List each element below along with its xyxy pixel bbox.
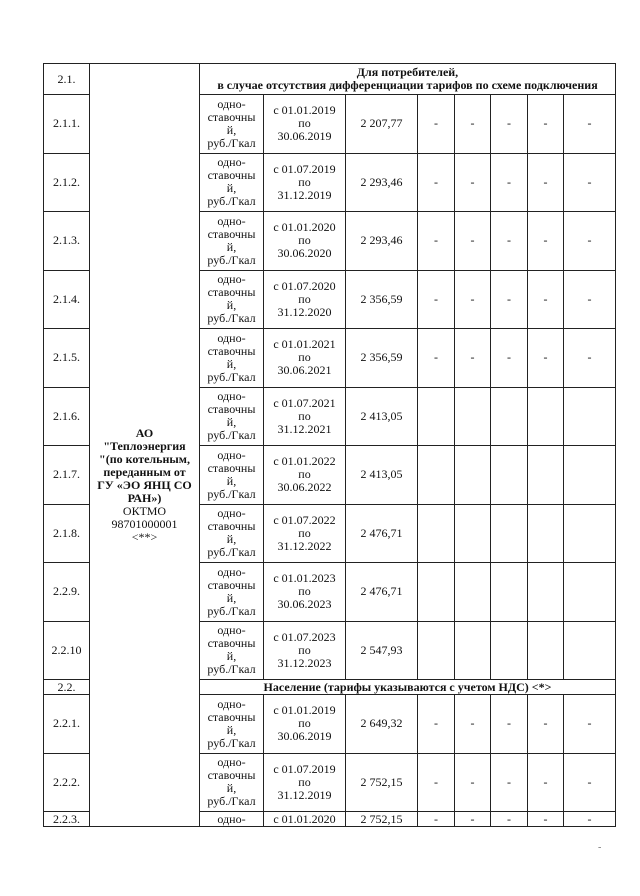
period-from: с 01.01.2019 [273, 103, 336, 118]
empty-cell: - [418, 753, 455, 812]
tariff-type-line: й, [226, 181, 237, 196]
empty-cell: - [564, 270, 616, 329]
period-from: с 01.01.2021 [273, 337, 336, 352]
tariff-type-line: одно- [217, 564, 246, 579]
row-number: 2.2.3. [44, 812, 90, 827]
section-title-line1: Для потребителей, [356, 65, 459, 79]
tariff-type-line: ставочны [207, 709, 256, 724]
period [264, 387, 346, 446]
tariff-type-line: руб./Гкал [207, 252, 256, 267]
empty-cell: - [528, 753, 564, 812]
tariff-type-line: ставочны [207, 402, 256, 417]
footer-mark: - [598, 842, 602, 853]
period-by: по [298, 116, 311, 131]
row-number: 2.1.3. [44, 212, 90, 271]
empty-cell: - [418, 329, 455, 388]
tariff-value: 2 649,32 [346, 695, 418, 754]
tariff-type-line: ставочны [207, 577, 256, 592]
period-by: по [298, 584, 311, 599]
empty-cell [564, 446, 616, 505]
period [264, 212, 346, 271]
period [264, 95, 346, 154]
organization-cell [90, 64, 200, 827]
empty-cell [455, 504, 491, 563]
empty-cell [455, 621, 491, 680]
period-to: 30.06.2021 [277, 363, 332, 378]
empty-cell: - [528, 95, 564, 154]
empty-cell: - [418, 153, 455, 212]
empty-cell [564, 563, 616, 622]
tariff-value: 2 476,71 [346, 504, 418, 563]
org-code-line: ОКТМО [122, 503, 167, 518]
org-name-line: АО [135, 425, 154, 440]
empty-cell: - [418, 212, 455, 271]
tariff-type-line: ставочны [207, 519, 256, 534]
empty-cell: - [455, 153, 491, 212]
empty-cell: - [564, 95, 616, 154]
period [264, 504, 346, 563]
tariff-type-line: й, [226, 781, 237, 796]
row-number: 2.1.4. [44, 270, 90, 329]
empty-cell: - [455, 95, 491, 154]
period-from: с 01.01.2020 [273, 220, 336, 235]
tariff-value: 2 207,77 [346, 95, 418, 154]
tariff-type-line: ставочны [207, 636, 256, 651]
period-by: по [298, 642, 311, 657]
period-to: 30.06.2020 [277, 246, 332, 261]
period-by: по [298, 716, 311, 731]
tariff-type-line: ставочны [207, 109, 256, 124]
org-name-line: ГУ «ЭО ЯНЦ СО [97, 477, 192, 492]
tariff-value: 2 752,15 [346, 753, 418, 812]
row-number: 2.2.9. [44, 563, 90, 622]
empty-cell: - [528, 270, 564, 329]
tariff-type-line: й, [226, 415, 237, 430]
section-title-line2: в случае отсутствия дифференциации тарифов по схеме подключения [217, 78, 598, 92]
empty-cell [455, 446, 491, 505]
empty-cell: - [564, 153, 616, 212]
tariff-type [200, 387, 264, 446]
empty-cell: - [491, 329, 528, 388]
period-by: по [298, 467, 311, 482]
row-number: 2.1.1. [44, 95, 90, 154]
period-to: 30.06.2022 [277, 480, 332, 495]
tariff-type-line: руб./Гкал [207, 486, 256, 501]
period [264, 153, 346, 212]
tariff-type-line: одно- [217, 696, 246, 711]
period-by: по [298, 408, 311, 423]
tariff-type [200, 563, 264, 622]
org-name-line: "Теплоэнергия [103, 438, 186, 453]
tariff-type [200, 695, 264, 754]
tariff-type-line: й, [226, 239, 237, 254]
tariff-type-line: руб./Гкал [207, 428, 256, 443]
empty-cell [564, 504, 616, 563]
empty-cell [491, 387, 528, 446]
empty-cell [491, 504, 528, 563]
section-header-row [44, 64, 616, 95]
tariff-value: 2 356,59 [346, 329, 418, 388]
empty-cell: - [491, 95, 528, 154]
period-by: по [298, 525, 311, 540]
tariff-type-line: руб./Гкал [207, 194, 256, 209]
period-by: по [298, 350, 311, 365]
tariff-type [200, 446, 264, 505]
period: с 01.01.2020 [264, 812, 346, 827]
tariff-type-line: ставочны [207, 460, 256, 475]
row-number: 2.1.7. [44, 446, 90, 505]
tariff-type-line: одно- [217, 447, 246, 462]
tariff-type-line: ставочны [207, 343, 256, 358]
period-from: с 01.07.2023 [273, 629, 336, 644]
empty-cell: - [564, 812, 616, 827]
empty-cell: - [491, 270, 528, 329]
empty-cell: - [418, 270, 455, 329]
empty-cell: - [491, 153, 528, 212]
period-by: по [298, 291, 311, 306]
empty-cell [455, 387, 491, 446]
tariff-type [200, 504, 264, 563]
empty-cell: - [528, 812, 564, 827]
tariff-type-line: одно- [217, 755, 246, 770]
row-number: 2.1.6. [44, 387, 90, 446]
tariff-table [43, 63, 616, 827]
empty-cell: - [564, 329, 616, 388]
tariff-type-line: одно- [217, 213, 246, 228]
row-number: 2.1.8. [44, 504, 90, 563]
tariff-type-line: одно- [217, 389, 246, 404]
row-number: 2.2.2. [44, 753, 90, 812]
period [264, 329, 346, 388]
tariff-type [200, 329, 264, 388]
period-by: по [298, 774, 311, 789]
empty-cell: - [455, 695, 491, 754]
tariff-value: 2 476,71 [346, 563, 418, 622]
org-name-line: РАН») [127, 490, 162, 505]
period-from: с 01.07.2021 [273, 395, 336, 410]
empty-cell [491, 621, 528, 680]
tariff-type [200, 95, 264, 154]
period-by: по [298, 174, 311, 189]
org-name-line: "(по котельным, [99, 451, 190, 466]
period [264, 621, 346, 680]
row-number: 2.1.2. [44, 153, 90, 212]
tariff-type-line: ставочны [207, 768, 256, 783]
period-to: 31.12.2021 [277, 421, 332, 436]
period-from: с 01.01.2022 [273, 454, 336, 469]
empty-cell: - [491, 695, 528, 754]
empty-cell: - [455, 812, 491, 827]
empty-cell: - [528, 212, 564, 271]
tariff-type-line: й, [226, 532, 237, 547]
section-title: Население (тарифы указываются с учетом НДС) <*> [200, 680, 616, 695]
row-number: 2.2.10 [44, 621, 90, 680]
period-from: с 01.07.2019 [273, 161, 336, 176]
empty-cell [455, 563, 491, 622]
empty-cell: - [564, 695, 616, 754]
empty-cell [528, 504, 564, 563]
tariff-type-line: руб./Гкал [207, 603, 256, 618]
empty-cell [528, 387, 564, 446]
period [264, 446, 346, 505]
tariff-value: 2 413,05 [346, 387, 418, 446]
empty-cell [528, 621, 564, 680]
tariff-type [200, 621, 264, 680]
tariff-type-line: руб./Гкал [207, 369, 256, 384]
tariff-value: 2 356,59 [346, 270, 418, 329]
empty-cell: - [491, 812, 528, 827]
tariff-value: 2 293,46 [346, 153, 418, 212]
empty-cell: - [455, 212, 491, 271]
period-to: 30.06.2019 [277, 729, 332, 744]
empty-cell: - [491, 212, 528, 271]
tariff-type-line: руб./Гкал [207, 662, 256, 677]
tariff-type-line: одно- [217, 623, 246, 638]
empty-cell [528, 563, 564, 622]
tariff-type-line: одно- [217, 506, 246, 521]
period [264, 753, 346, 812]
empty-cell: - [491, 753, 528, 812]
tariff-type [200, 153, 264, 212]
empty-cell [564, 621, 616, 680]
tariff-type-line: ставочны [207, 285, 256, 300]
empty-cell [418, 563, 455, 622]
tariff-type-line: й, [226, 473, 237, 488]
period-to: 31.12.2019 [277, 187, 332, 202]
period-from: с 01.07.2022 [273, 512, 336, 527]
period-from: с 01.07.2019 [273, 761, 336, 776]
tariff-type-line: одно- [217, 272, 246, 287]
section-title [200, 64, 616, 95]
empty-cell: - [564, 753, 616, 812]
tariff-type-line: одно- [217, 96, 246, 111]
tariff-type-line: й, [226, 356, 237, 371]
period [264, 563, 346, 622]
tariff-type: одно- [200, 812, 264, 827]
tariff-type [200, 753, 264, 812]
tariff-type-line: й, [226, 298, 237, 313]
period-to: 30.06.2019 [277, 129, 332, 144]
period-to: 31.12.2020 [277, 304, 332, 319]
tariff-type-line: руб./Гкал [207, 735, 256, 750]
empty-cell: - [455, 329, 491, 388]
row-number: 2.2.1. [44, 695, 90, 754]
tariff-type-line: руб./Гкал [207, 135, 256, 150]
empty-cell [418, 387, 455, 446]
tariff-type-line: й, [226, 590, 237, 605]
empty-cell: - [455, 270, 491, 329]
empty-cell [528, 446, 564, 505]
org-name-line: переданным от [103, 464, 186, 479]
tariff-type-line: й, [226, 122, 237, 137]
empty-cell: - [528, 153, 564, 212]
row-number: 2.1.5. [44, 329, 90, 388]
section-number: 2.1. [44, 64, 90, 95]
tariff-type-line: й, [226, 722, 237, 737]
section-number: 2.2. [44, 680, 90, 695]
empty-cell [564, 387, 616, 446]
empty-cell [491, 563, 528, 622]
tariff-type-line: руб./Гкал [207, 311, 256, 326]
org-code-line: 98701000001 [111, 516, 178, 531]
period [264, 695, 346, 754]
empty-cell: - [564, 212, 616, 271]
period-to: 31.12.2019 [277, 787, 332, 802]
org-code-line: <**> [131, 529, 158, 544]
tariff-type-line: руб./Гкал [207, 545, 256, 560]
period-from: с 01.01.2019 [273, 703, 336, 718]
tariff-value: 2 413,05 [346, 446, 418, 505]
empty-cell: - [418, 695, 455, 754]
tariff-value: 2 547,93 [346, 621, 418, 680]
empty-cell [491, 446, 528, 505]
empty-cell [418, 621, 455, 680]
tariff-type-line: руб./Гкал [207, 794, 256, 809]
period-from: с 01.01.2023 [273, 571, 336, 586]
period-to: 30.06.2023 [277, 597, 332, 612]
tariff-type-line: одно- [217, 330, 246, 345]
empty-cell: - [455, 753, 491, 812]
period-to: 31.12.2022 [277, 538, 332, 553]
tariff-type-line: одно- [217, 155, 246, 170]
empty-cell [418, 446, 455, 505]
tariff-type-line: ставочны [207, 226, 256, 241]
period-from: с 01.07.2020 [273, 278, 336, 293]
tariff-type [200, 270, 264, 329]
empty-cell: - [418, 95, 455, 154]
empty-cell [418, 504, 455, 563]
tariff-type-line: ставочны [207, 168, 256, 183]
tariff-type [200, 212, 264, 271]
period-by: по [298, 233, 311, 248]
empty-cell: - [418, 812, 455, 827]
period [264, 270, 346, 329]
empty-cell: - [528, 329, 564, 388]
tariff-value: 2 752,15 [346, 812, 418, 827]
empty-cell: - [528, 695, 564, 754]
tariff-type-line: й, [226, 649, 237, 664]
tariff-value: 2 293,46 [346, 212, 418, 271]
period-to: 31.12.2023 [277, 655, 332, 670]
